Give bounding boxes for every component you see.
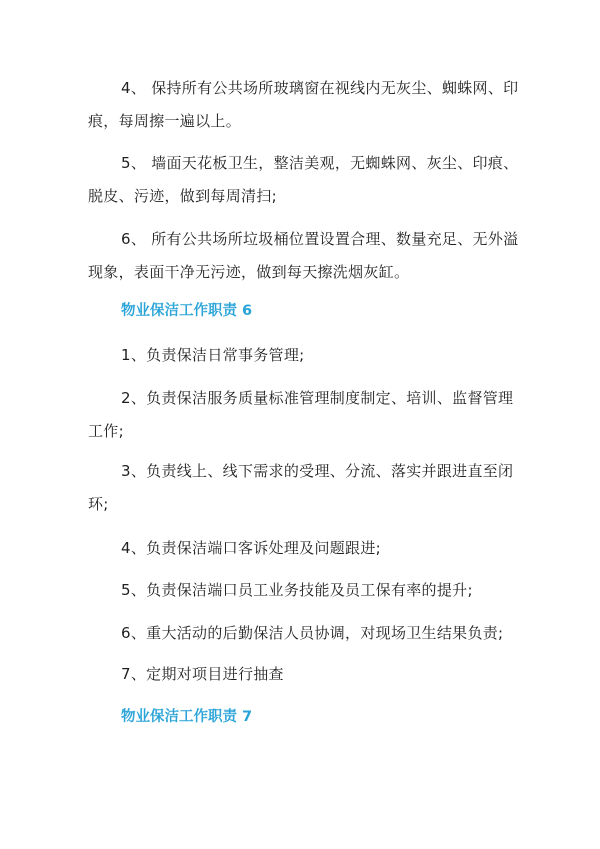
list-item-text: 7、定期对项目进行抽查: [121, 665, 284, 683]
list-item-text: 1、负责保洁日常事务管理;: [121, 346, 305, 364]
paragraph-item-6: [88, 223, 520, 289]
paragraph-item-5: [88, 147, 520, 213]
section-heading-6: 物业保洁工作职责 6: [121, 303, 253, 319]
list-item-text: 4、负责保洁端口客诉处理及问题跟进;: [121, 539, 381, 557]
list-item: [88, 532, 520, 565]
section-heading-7: 物业保洁工作职责 7: [121, 709, 253, 725]
paragraph-text: 4、 保持所有公共场所玻璃窗在视线内无灰尘、蜘蛛网、印痕，每周擦一遍以上。: [88, 79, 519, 130]
list-item: [88, 382, 520, 448]
list-item: [88, 658, 520, 691]
list-item: [88, 574, 520, 607]
list-item-text: 6、重大活动的后勤保洁人员协调，对现场卫生结果负责;: [121, 624, 504, 642]
list-item: [88, 617, 520, 650]
list-item: [88, 339, 520, 372]
list-item-text: 3、负责线上、线下需求的受理、分流、落实并跟进直至闭环;: [88, 462, 514, 513]
list-item-text: 5、负责保洁端口员工业务技能及员工保有率的提升;: [121, 581, 473, 599]
list-item: [88, 455, 520, 521]
paragraph-item-4: [88, 72, 520, 138]
paragraph-text: 5、 墙面天花板卫生，整洁美观，无蜘蛛网、灰尘、印痕、脱皮、污迹，做到每周清扫;: [88, 154, 519, 205]
list-item-text: 2、负责保洁服务质量标准管理制度制定、培训、监督管理工作;: [88, 389, 514, 440]
paragraph-text: 6、 所有公共场所垃圾桶位置设置合理、数量充足、无外溢现象，表面干净无污迹，做到每天擦洗烟灰缸。: [88, 230, 519, 281]
